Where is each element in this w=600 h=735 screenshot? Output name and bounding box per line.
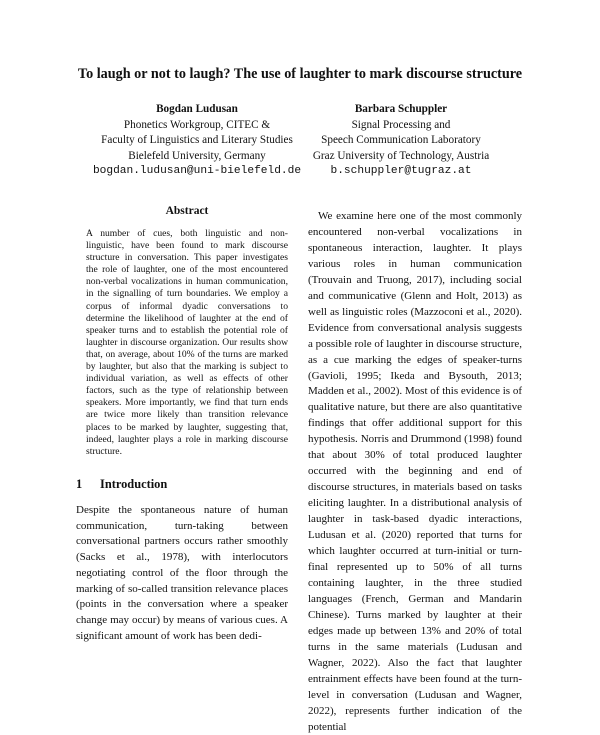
- author-affiliation: Bielefeld University, Germany: [128, 149, 266, 162]
- author-affiliation: Phonetics Workgroup, CITEC &: [123, 118, 271, 131]
- section-number: 1: [76, 477, 83, 491]
- author-affiliation: Signal Processing and: [351, 118, 451, 131]
- section-title: Introduction: [100, 477, 168, 491]
- introduction-text: Despite the spontaneous nature of human communication, turn-taking between conversational partners occurs rather smoothly (Sacks et al., 1978), with interlocutors negotiating control of the floor through the marking of so-called transition relevance places (points in the conversation where a speaker change may occur) by means of various cues. A significant amount of work has been dedi-: [76, 504, 288, 642]
- author-name: Barbara Schuppler: [354, 103, 448, 115]
- right-column-text: We examine here one of the most commonly encountered non-verbal vocalizations in spontaneous interaction, laughter. It plays various roles in human communication (Trouvain and Truong, 2017), including social and communicative (Glenn and Holt, 2013) as well as linguistic roles (Mazzoconi et al., 2020). Evidence from conversational analysis suggests a possible role of laughter in discourse structure, as a cue marking the edges of speaker-turns (Gavioli, 1995; Ikeda and Bysouth, 2013; Madden et al., 2002). Most of this evidence is of qualitative nature, but there are also quantitative findings that offer additional support for this hypothesis. Norris and Drummond (1998) found that about 30% of total produced laughter occurred with the beginning and end of discourse structures, in materials based on tasks eliciting laughter. In a distributional analysis of laughter in task-based dyadic interactions, Ludusan et al. (2020) reported that turns for which laughter occurred at turn-initial or turn-final represented up to 50% of all turns containing laughter, in the three studied languages (French, German and Mandarin Chinese). Turns marked by laughter at their edges made up between 13% and 20% of total turns in the same materials (Ludusan and Wagner, 2022). Also the fact that laughter entrainment effects have been found at the turn-level in conversation (Ludusan and Wagner, 2022), represents further indication of the potential: [308, 210, 522, 733]
- author-name: Bogdan Ludusan: [156, 103, 238, 115]
- author-affiliation: Graz University of Technology, Austria: [312, 149, 490, 162]
- paper-title: To laugh or not to laugh? The use of laughter to mark discourse structure: [77, 66, 523, 82]
- author-affiliation: Speech Communication Laboratory: [321, 134, 481, 146]
- author-block-2: [298, 102, 504, 180]
- section-heading: [76, 477, 167, 492]
- author-block-1: [87, 102, 307, 180]
- author-affiliation: Faculty of Linguistics and Literary Studies: [101, 134, 293, 146]
- author-email: b.schuppler@tugraz.at: [330, 165, 472, 177]
- abstract-text: A number of cues, both linguistic and non-linguistic, have been found to mark discourse structure in conversation. This paper investigates the role of laughter, one of the most encountered non-verbal vocalizations in human communication, in the signalling of turn boundaries. We employ a corpus of informal dyadic conversations to determine the likelihood of laughter at the end of speaker turns and to establish the potential role of laughter in discourse organization. Our results show that, on average, about 10% of the turns are marked by laughter, but also that the marking is subject to individual variation, as well as effects of other factors, such as the type of relationship between speakers. More importantly, we find that turn ends are twice more likely than transition relevance places to be marked by laughter, suggesting that, indeed, laughter plays a role in marking discourse structure.: [86, 228, 288, 457]
- author-email: bogdan.ludusan@uni-bielefeld.de: [92, 165, 302, 177]
- abstract-heading: Abstract: [165, 205, 209, 217]
